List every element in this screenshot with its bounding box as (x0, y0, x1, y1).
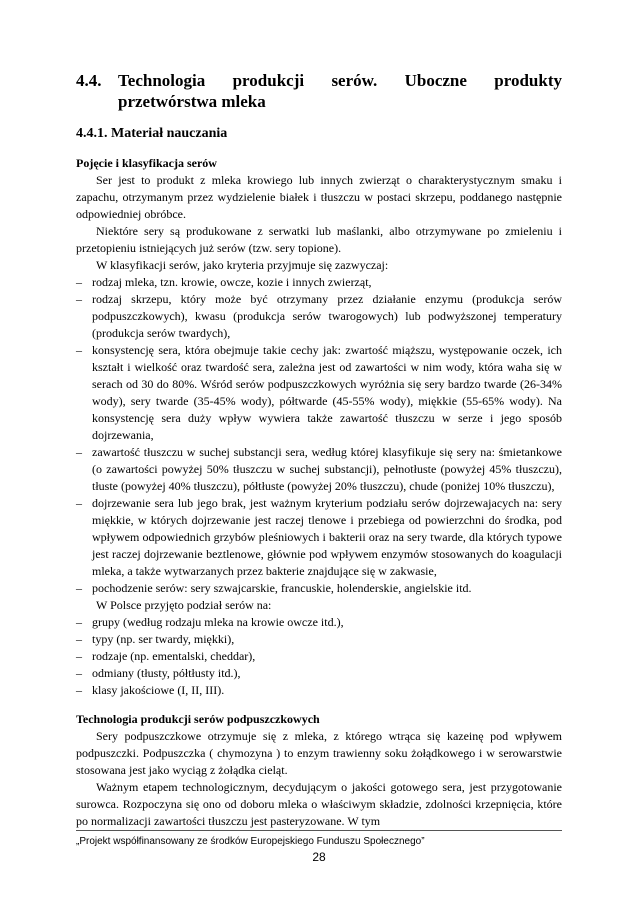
list-item: – klasy jakościowe (I, II, III). (76, 682, 562, 699)
paragraph: Ser jest to produkt z mleka krowiego lub innych zwierząt o charakterystycznym smaku i zapachu, otrzymanym przez wydzielenie białek i tłuszczu w postaci skrzepu, poddanego następnie odpowiedniej obróbce. (76, 173, 562, 221)
section-title-technology: Technologia produkcji serów podpuszczkowych (76, 712, 320, 726)
list-item: – rodzaje (np. ementalski, cheddar), (76, 648, 562, 665)
paragraph: Sery podpuszczkowe otrzymuje się z mleka, z którego wtrąca się kazeinę pod wpływem podpuszczki. Podpuszczka ( chymozyna ) to enzym trawienny soku żołądkowego i w serowarstwie stosowana jest jako wyciąg z żołądka cieląt. (76, 729, 562, 777)
chapter-heading (76, 70, 562, 112)
list-item: – rodzaj skrzepu, który może być otrzymany przez działanie enzymu (produkcja serów podpuszczkowych), kwasu (produkcja serów twarogowych) lub podwyższonej temperatury (produkcja serów twardych), (76, 291, 562, 342)
list-item: – pochodzenie serów: sery szwajcarskie, francuskie, holenderskie, angielskie itd. (76, 580, 562, 597)
paragraph: Ważnym etapem technologicznym, decydującym o jakości gotowego sera, jest przygotowanie surowca. Rozpoczyna się ono od doboru mleka o właściwym składzie, zdolności krzepnięcia, które po normalizacji zawartości tłuszczu jest pasteryzowane. W tym (76, 780, 562, 828)
paragraph: Niektóre sery są produkowane z serwatki lub maślanki, albo otrzymywane po zmieleniu i przetopieniu istniejących już serów (tzw. sery topione). (76, 224, 562, 255)
list-item: – rodzaj mleka, tzn. krowie, owcze, kozie i innych zwierząt, (76, 274, 562, 291)
subsection-heading: 4.4.1. Materiał nauczania (76, 126, 228, 141)
criteria-list (76, 274, 562, 597)
chapter-title: Technologia produkcji serów. Uboczne produkty przetwórstwa mleka (118, 71, 562, 111)
funding-note: „Projekt współfinansowany ze środków Europejskiego Funduszu Społecznego” (76, 836, 425, 847)
page-content (76, 70, 562, 830)
list-item: – konsystencję sera, która obejmuje takie cechy jak: zwartość miąższu, występowanie oczek, ich kształt i wielkość oraz twardość sera, zależna jest od zawartości w nim wody, która waha się w serach od 30 do 80%. Wśród serów podpuszczkowych wyróżnia się sery bardzo twarde (26-34% wody), sery twarde (35-45% wody), półtwarde (45-55% wody), miękkie (55-65% wody). Na konsystencję sera duży wpływ wywiera także zawartość tłuszczu w serze i jego sposób dojrzewania, (76, 342, 562, 444)
section-title-classification: Pojęcie i klasyfikacja serów (76, 156, 217, 170)
page-footer (76, 830, 562, 864)
paragraph: W klasyfikacji serów, jako kryteria przyjmuje się zazwyczaj: (96, 258, 389, 272)
list-item: – odmiany (tłusty, półtłusty itd.), (76, 665, 562, 682)
list-item: – typy (np. ser twardy, miękki), (76, 631, 562, 648)
list-item: – dojrzewanie sera lub jego brak, jest ważnym kryterium podziału serów dojrzewajacych na: sery miękkie, w których dojrzewanie jest raczej tlenowe i przebiega od powierzchni do środka, pod wpływem odpowiednich grzybów pleśniowych i bakterii oraz na sery twarde, dla których typowe jest raczej dojrzewanie beztlenowe, głównie pod wpływem enzymów stosowanych do koagulacji mleka, a także wytwarzanych przez bakterie znajdujące się w zakwasie, (76, 495, 562, 580)
list-item: – grupy (według rodzaju mleka na krowie owcze itd.), (76, 614, 562, 631)
page-number: 28 (312, 850, 326, 864)
division-list (76, 614, 562, 699)
chapter-number: 4.4. (76, 71, 102, 90)
paragraph: W Polsce przyjęto podział serów na: (96, 598, 272, 612)
list-item: – zawartość tłuszczu w suchej substancji sera, według której klasyfikuje się sery na: śmietankowe (o zawartości powyżej 50% tłuszczu w suchej substancji), pełnotłuste (powyżej 45% tłuszczu), tłuste (powyżej 40% tłuszczu), półtłuste (powyżej 20% tłuszczu), chude (poniżej 10% tłuszczu), (76, 444, 562, 495)
